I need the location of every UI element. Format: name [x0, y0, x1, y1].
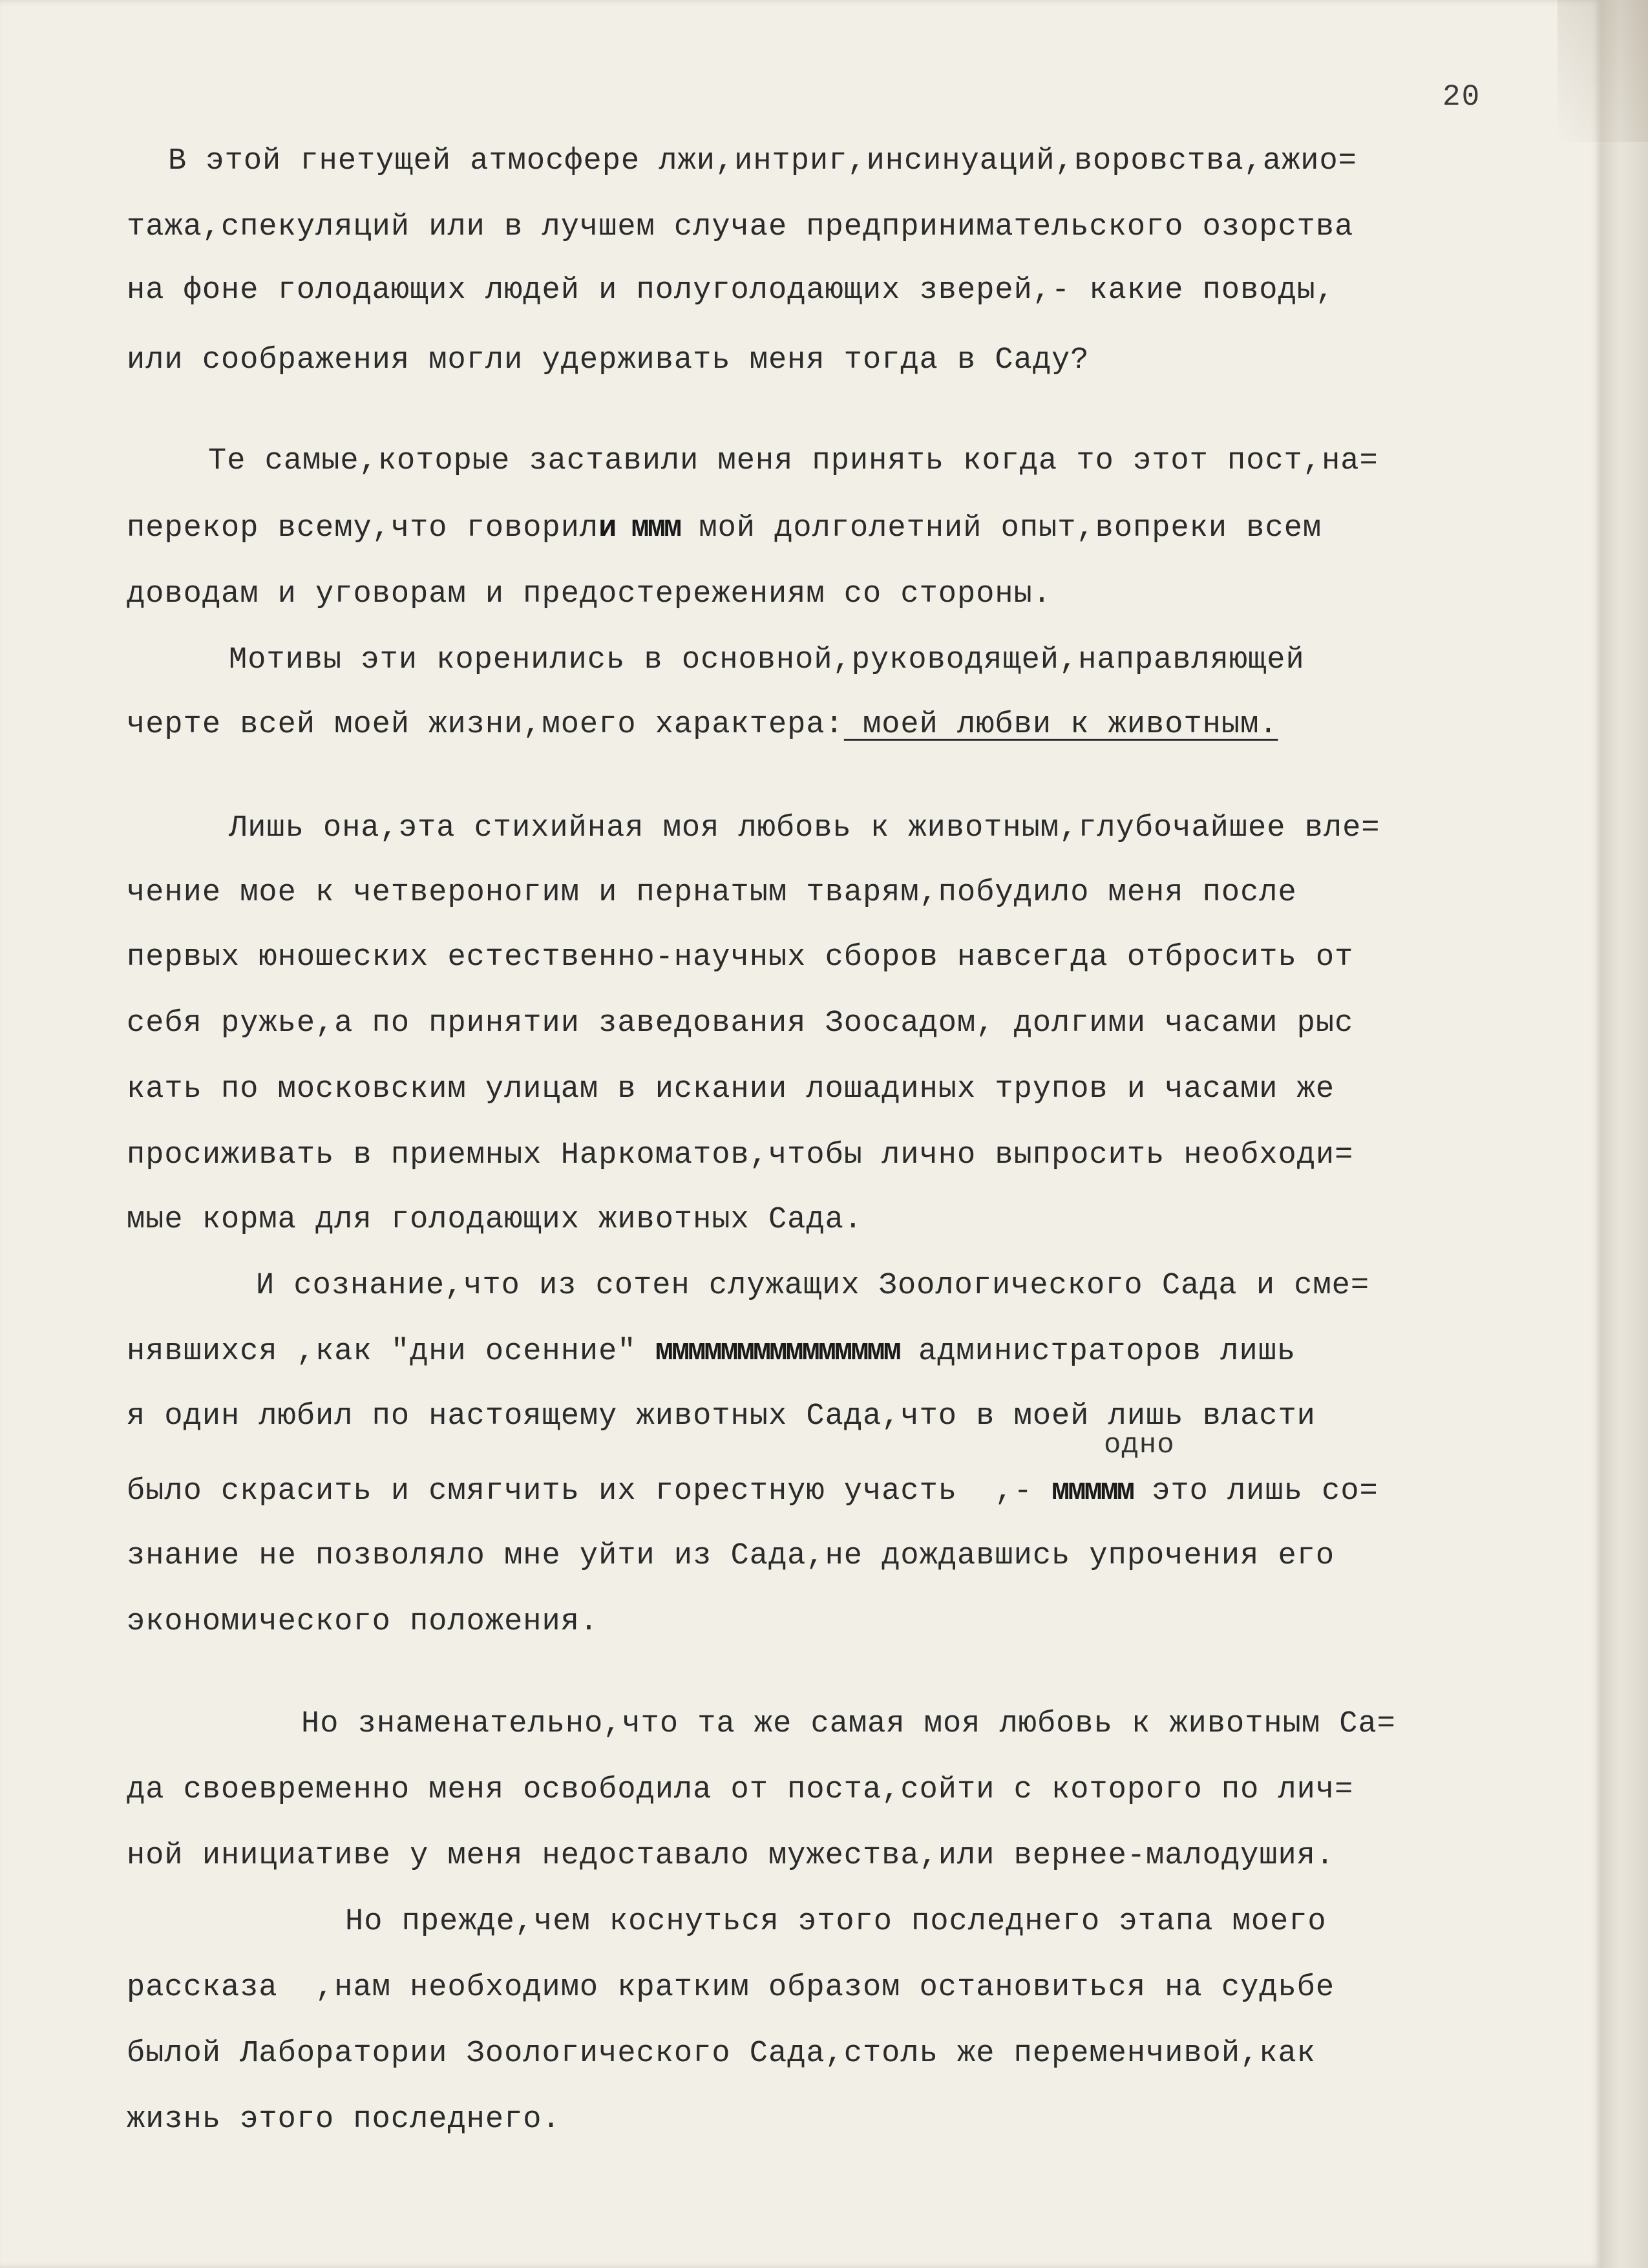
struck-out-text: ммммммммммммммм — [655, 1335, 900, 1369]
text-line-22: экономического положения. — [127, 1605, 599, 1639]
text-line-14: кать по московским улицам в искании лошадиных трупов и часами же — [127, 1072, 1335, 1107]
text-segment: мой долголетний опыт,вопреки всем — [680, 511, 1322, 546]
corner-shadow — [1558, 0, 1648, 142]
text-segment: перекор всему,что говорил — [127, 511, 599, 546]
text-line-28: былой Лаборатории Зоологического Сада,столь же переменчивой,как — [127, 2037, 1316, 2071]
text-line-16: мые корма для голодающих животных Сада. — [127, 1203, 863, 1237]
text-line-17: И сознание,что из сотен служащих Зоологического Сада и сме= — [256, 1269, 1370, 1303]
text-segment: черте всей моей жизни,моего характера: — [127, 708, 844, 742]
text-line-1: В этой гнетущей атмосфере лжи,интриг,инсинуаций,воровства,ажио= — [168, 144, 1357, 178]
text-line-8: Мотивы эти коренились в основной,руководящей,направляющей — [229, 643, 1305, 677]
text-segment: администраторов лишь — [899, 1335, 1296, 1369]
text-line-9 — [127, 707, 1278, 743]
text-line-21: знание не позволяло мне уйти из Сада,не дождавшись упрочения его — [127, 1539, 1335, 1573]
text-line-10: Лишь она,эта стихийная моя любовь к животным,глубочайшее вле= — [229, 811, 1380, 845]
text-line-3: на фоне голодающих людей и полуголодающих зверей,- какие поводы, — [127, 273, 1335, 308]
text-line-12: первых юношеских естественно-научных сборов навсегда отбросить от — [127, 940, 1354, 975]
text-line-26: Но прежде,чем коснуться этого последнего этапа моего — [345, 1905, 1327, 1939]
text-line-13: себя ружье,а по принятии заведования Зоосадом, долгими часами рыс — [127, 1006, 1354, 1041]
text-line-24: да своевременно меня освободила от поста,сойти с которого по лич= — [127, 1773, 1354, 1807]
text-segment: было скрасить и смягчить их горестную участь ,- — [127, 1474, 1052, 1509]
text-line-25: ной инициативе у меня недоставало мужества,или вернее-малодушия. — [127, 1839, 1335, 1873]
inserted-word: одно — [1104, 1429, 1175, 1461]
text-line-29: жизнь этого последнего. — [127, 2103, 561, 2137]
page-edge — [1601, 0, 1648, 2268]
text-line-6 — [127, 511, 1322, 547]
text-line-11: чение мое к четвероногим и пернатым тварям,побудило меня после — [127, 876, 1297, 910]
text-line-15: просиживать в приемных Наркоматов,чтобы лично выпросить необходи= — [127, 1138, 1354, 1172]
text-line-5: Те самые,которые заставили меня принять когда то этот пост,на= — [208, 444, 1379, 478]
text-segment: нявшихся ,как "дни осенние" — [127, 1335, 655, 1369]
struck-out-text: ммммм — [1051, 1474, 1134, 1509]
text-line-20 — [127, 1474, 1379, 1510]
text-line-7: доводам и уговорам и предостережениям со стороны. — [127, 577, 1052, 611]
text-line-19: я один любил по настоящему животных Сада,что в моей лишь власти — [127, 1399, 1316, 1434]
page-number: 20 — [1442, 80, 1481, 114]
text-segment: это лишь со= — [1133, 1474, 1379, 1509]
underlined-text: моей любви к животным. — [843, 708, 1278, 742]
text-line-18 — [127, 1334, 1296, 1370]
text-line-27: рассказа ,нам необходимо кратким образом остановиться на судьбе — [127, 1971, 1335, 2005]
text-line-4: или соображения могли удерживать меня тогда в Саду? — [127, 343, 1090, 377]
text-line-23: Но знаменательно,что та же самая моя любовь к животным Са= — [301, 1707, 1396, 1741]
text-line-2: тажа,спекуляций или в лучшем случае предпринимательского озорства — [127, 210, 1354, 244]
struck-out-text: и ммм — [598, 511, 681, 546]
